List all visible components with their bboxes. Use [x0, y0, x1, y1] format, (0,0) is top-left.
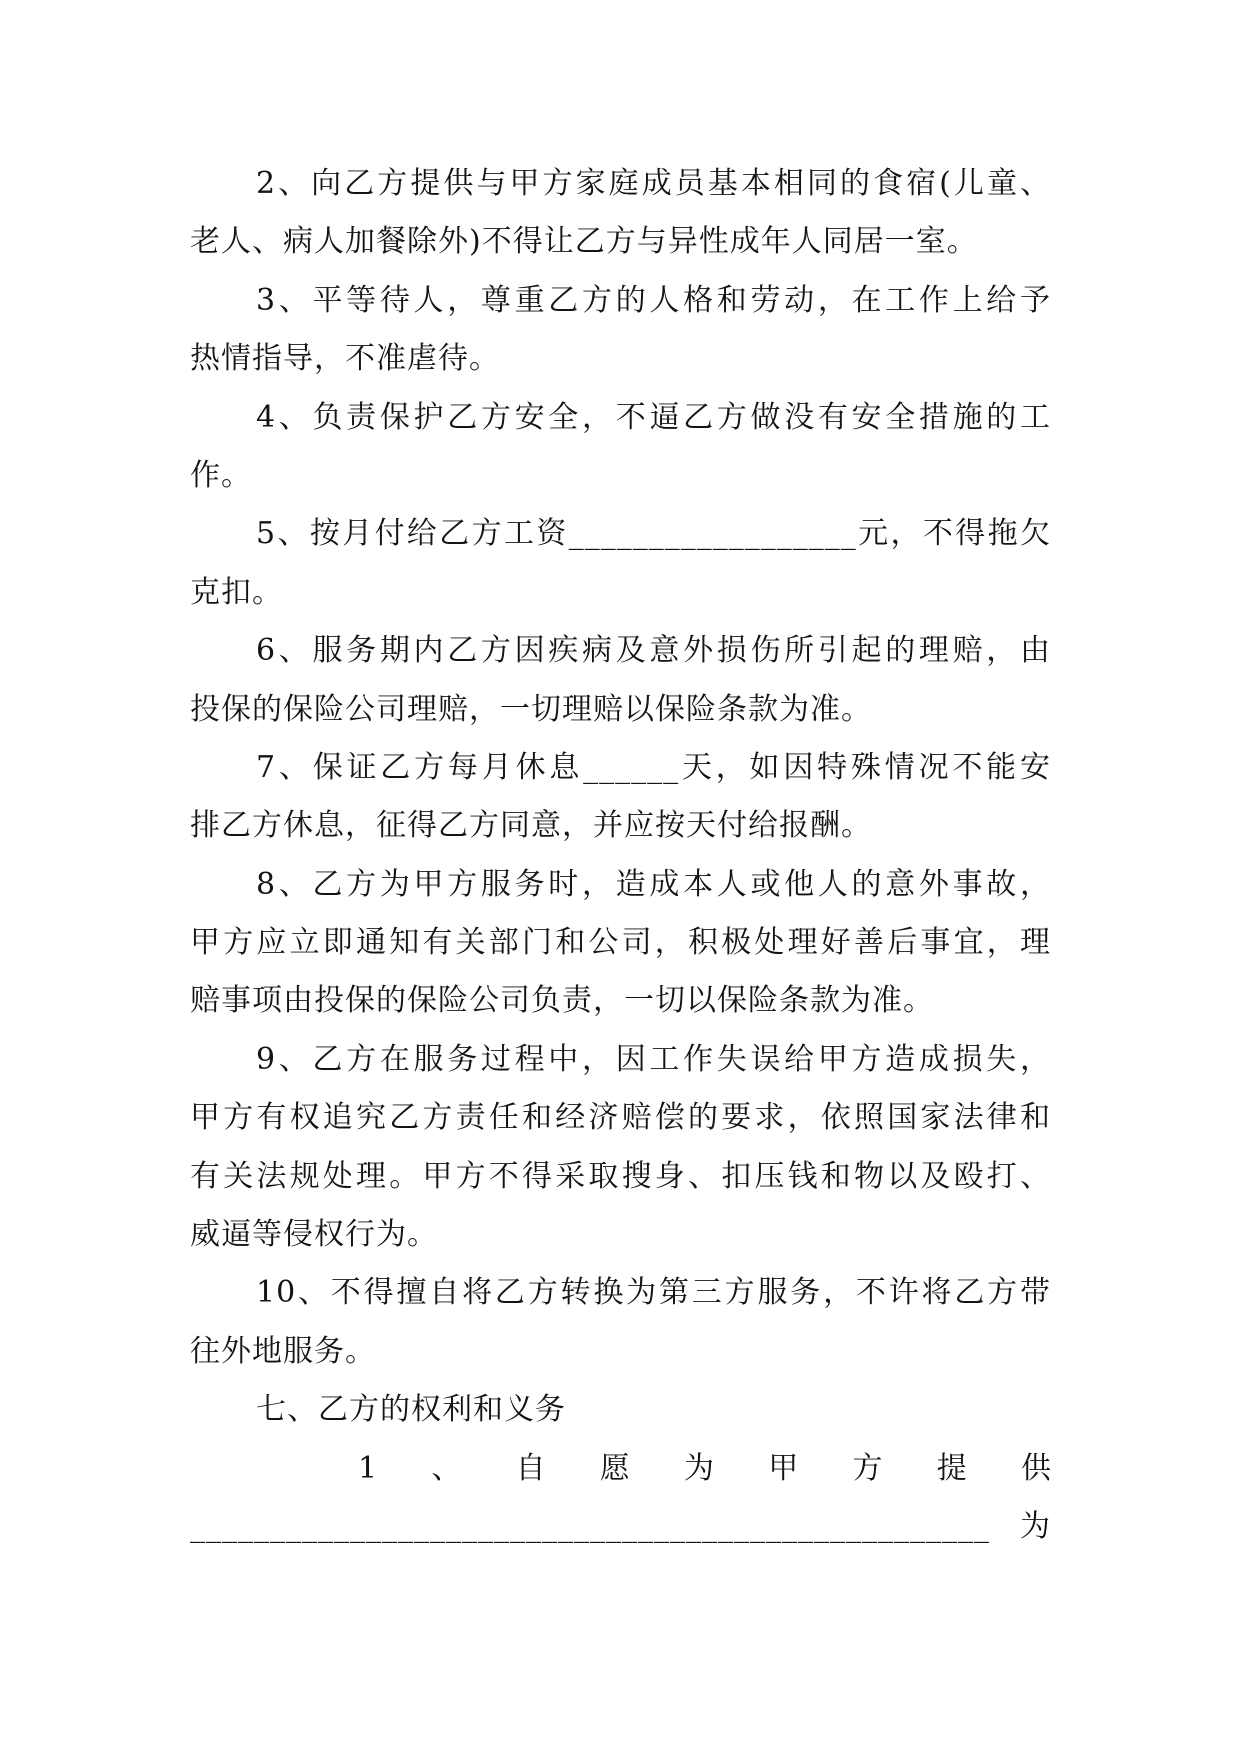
- clause-char: 1: [358, 1450, 378, 1486]
- obligation-item-10: [190, 1264, 1051, 1381]
- obligation-item-2: [190, 155, 1051, 272]
- clause-line: 10、不得擅自将乙方转换为第三方服务，不许将乙方带: [256, 1275, 1051, 1311]
- clause-line: 赔事项由投保的保险公司负责，一切以保险条款为准。: [190, 983, 934, 1019]
- clause-line: 老人、病人加餐除外)不得让乙方与异性成年人同居一室。: [190, 224, 978, 260]
- clause-line: 投保的保险公司理赔，一切理赔以保险条款为准。: [190, 691, 872, 727]
- clause-char: 提: [936, 1450, 967, 1486]
- clause-line: 9、乙方在服务过程中，因工作失误给甲方造成损失，: [256, 1041, 1051, 1077]
- clause-line: 8、乙方为甲方服务时，造成本人或他人的意外事故，: [256, 866, 1051, 902]
- obligation-item-9: [190, 1031, 1051, 1265]
- obligation-item-7: [190, 739, 1051, 856]
- clause-line: 往外地服务。: [190, 1333, 376, 1369]
- obligation-item-8: [190, 856, 1051, 1031]
- clause-char: 供: [1020, 1450, 1051, 1486]
- clause-line-with-blank: __________________________________________________ 为: [190, 1508, 1051, 1544]
- clause-char: 愿: [599, 1450, 630, 1486]
- clause-char: 方: [852, 1450, 883, 1486]
- clause-line: 威逼等侵权行为。: [190, 1217, 438, 1253]
- clause-line: 6、服务期内乙方因疾病及意外损伤所引起的理赔，由: [256, 633, 1051, 669]
- clause-line: 甲方有权追究乙方责任和经济赔偿的要求，依照国家法律和: [190, 1100, 1051, 1136]
- obligation-item-6: [190, 622, 1051, 739]
- clause-line: 有关法规处理。甲方不得采取搜身、扣压钱和物以及殴打、: [190, 1158, 1051, 1194]
- clause-line: 克扣。: [190, 574, 283, 610]
- clause-line: 甲方应立即通知有关部门和公司，积极处理好善后事宜，理: [190, 925, 1051, 961]
- obligation-item-4: [190, 389, 1051, 506]
- clause-line: 3、平等待人，尊重乙方的人格和劳动，在工作上给予: [256, 282, 1051, 318]
- clause-line-with-blank: 5、按月付给乙方工资__________________元，不得拖欠: [256, 516, 1051, 552]
- clause-line: 2、向乙方提供与甲方家庭成员基本相同的食宿(儿童、: [256, 166, 1051, 201]
- clause-char: 自: [515, 1450, 546, 1486]
- clause-line: 排乙方休息，征得乙方同意，并应按天付给报酬。: [190, 808, 872, 844]
- obligation-item-5: [190, 505, 1051, 622]
- clause-line: 作。: [190, 457, 252, 493]
- document-body: [190, 155, 1051, 1556]
- clause-line: 4、负责保护乙方安全，不逼乙方做没有安全措施的工: [256, 399, 1051, 435]
- clause-line-with-blank: 7、保证乙方每月休息______天，如因特殊情况不能安: [256, 749, 1051, 785]
- obligation-item-3: [190, 272, 1051, 389]
- rights-item-1: [190, 1440, 1051, 1557]
- section-heading: 七、乙方的权利和义务: [256, 1392, 566, 1428]
- clause-char: 、: [431, 1450, 462, 1486]
- clause-char: 为: [684, 1450, 715, 1486]
- clause-line-spread: [190, 1440, 1051, 1498]
- clause-line: 热情指导，不准虐待。: [190, 341, 500, 377]
- clause-char: 甲: [768, 1450, 799, 1486]
